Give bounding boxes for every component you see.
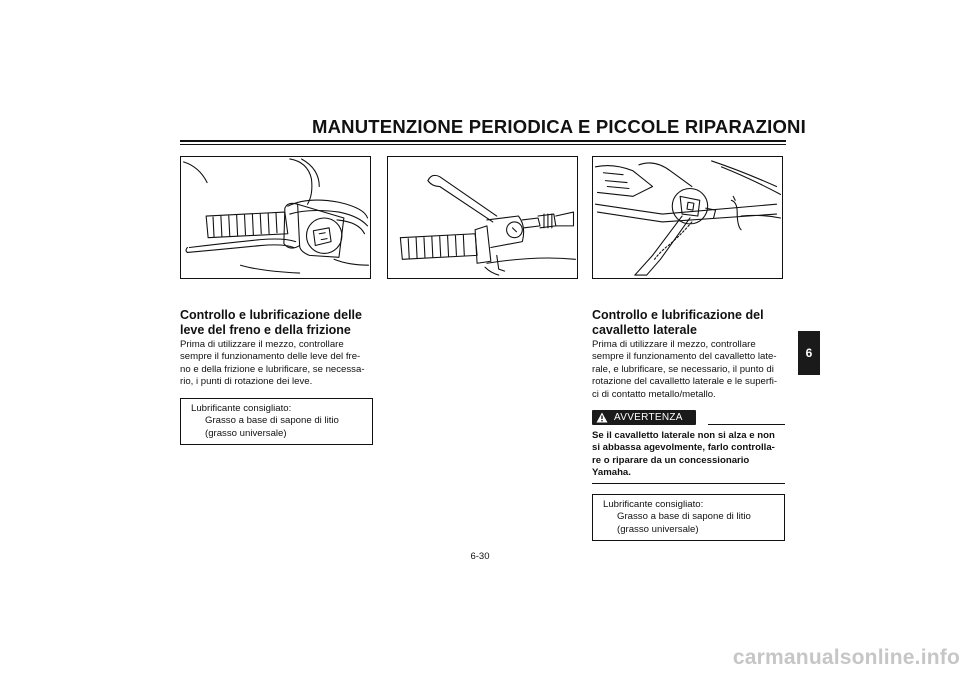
lubricant-label: Lubrificante consigliato: — [603, 499, 704, 510]
figure-brake-lever — [180, 156, 371, 279]
warning-triangle-icon — [596, 412, 608, 423]
title-line: Controllo e lubrificazione del — [592, 308, 764, 322]
header-rule-thin — [180, 144, 786, 145]
side-stand-illustration — [593, 157, 782, 278]
text-line: Se il cavalletto laterale non si alza e non — [592, 430, 775, 441]
text-line: Prima di utilizzare il mezzo, controllare — [180, 339, 344, 350]
lubricant-label: Lubrificante consigliato: — [191, 403, 292, 414]
text-line: Prima di utilizzare il mezzo, controllare — [592, 339, 756, 350]
text-line: rotazione del cavalletto laterale e le superfi- — [592, 376, 778, 388]
text-line: no e della frizione e lubrificare, se necessa- — [180, 363, 365, 375]
clutch-lever-illustration — [388, 157, 577, 278]
warning-text — [592, 430, 785, 480]
lubricant-value: Grasso a base di sapone di litio — [205, 415, 339, 427]
text-line: sempre il funzionamento del cavalletto late- — [592, 351, 777, 363]
page-title: MANUTENZIONE PERIODICA E PICCOLE RIPARAZIONI — [312, 116, 806, 137]
side-stand-instructions — [592, 339, 785, 401]
chapter-tab[interactable]: 6 — [798, 331, 820, 375]
title-line: cavalletto laterale — [592, 323, 697, 337]
section-title-levers — [180, 308, 380, 338]
levers-instructions — [180, 339, 373, 389]
warning-label: AVVERTENZA — [614, 412, 683, 423]
text-line: rio, i punti di rotazione dei leve. — [180, 376, 313, 388]
title-line: leve del freno e della frizione — [180, 323, 351, 337]
figure-side-stand — [592, 156, 783, 279]
text-line: Yamaha. — [592, 467, 631, 479]
brake-lever-illustration — [181, 157, 370, 278]
text-line: ci di contatto metallo/metallo. — [592, 388, 716, 400]
section-title-side-stand — [592, 308, 792, 338]
warning-header — [592, 410, 785, 426]
lubricant-value: Grasso a base di sapone di litio — [617, 511, 751, 523]
title-line: Controllo e lubrificazione delle — [180, 308, 362, 322]
text-line: sempre il funzionamento delle leve del fre- — [180, 351, 361, 363]
figure-clutch-lever — [387, 156, 578, 279]
warning-rule — [708, 424, 785, 425]
warning-bottom-rule — [592, 483, 785, 484]
lubricant-value: (grasso universale) — [617, 523, 699, 535]
lubricant-box-levers — [180, 398, 373, 445]
watermark: carmanualsonline.info — [732, 646, 960, 669]
header-rule — [180, 140, 786, 142]
text-line: re o riparare da un concessionario — [592, 454, 750, 466]
text-line: si abbassa agevolmente, farlo controlla- — [592, 442, 775, 454]
lubricant-box-side-stand — [592, 494, 785, 541]
page-number: 6-30 — [470, 551, 490, 562]
text-line: rale, e lubrificare, se necessario, il punto di — [592, 363, 774, 375]
warning-badge — [592, 410, 696, 425]
lubricant-value: (grasso universale) — [205, 427, 287, 439]
